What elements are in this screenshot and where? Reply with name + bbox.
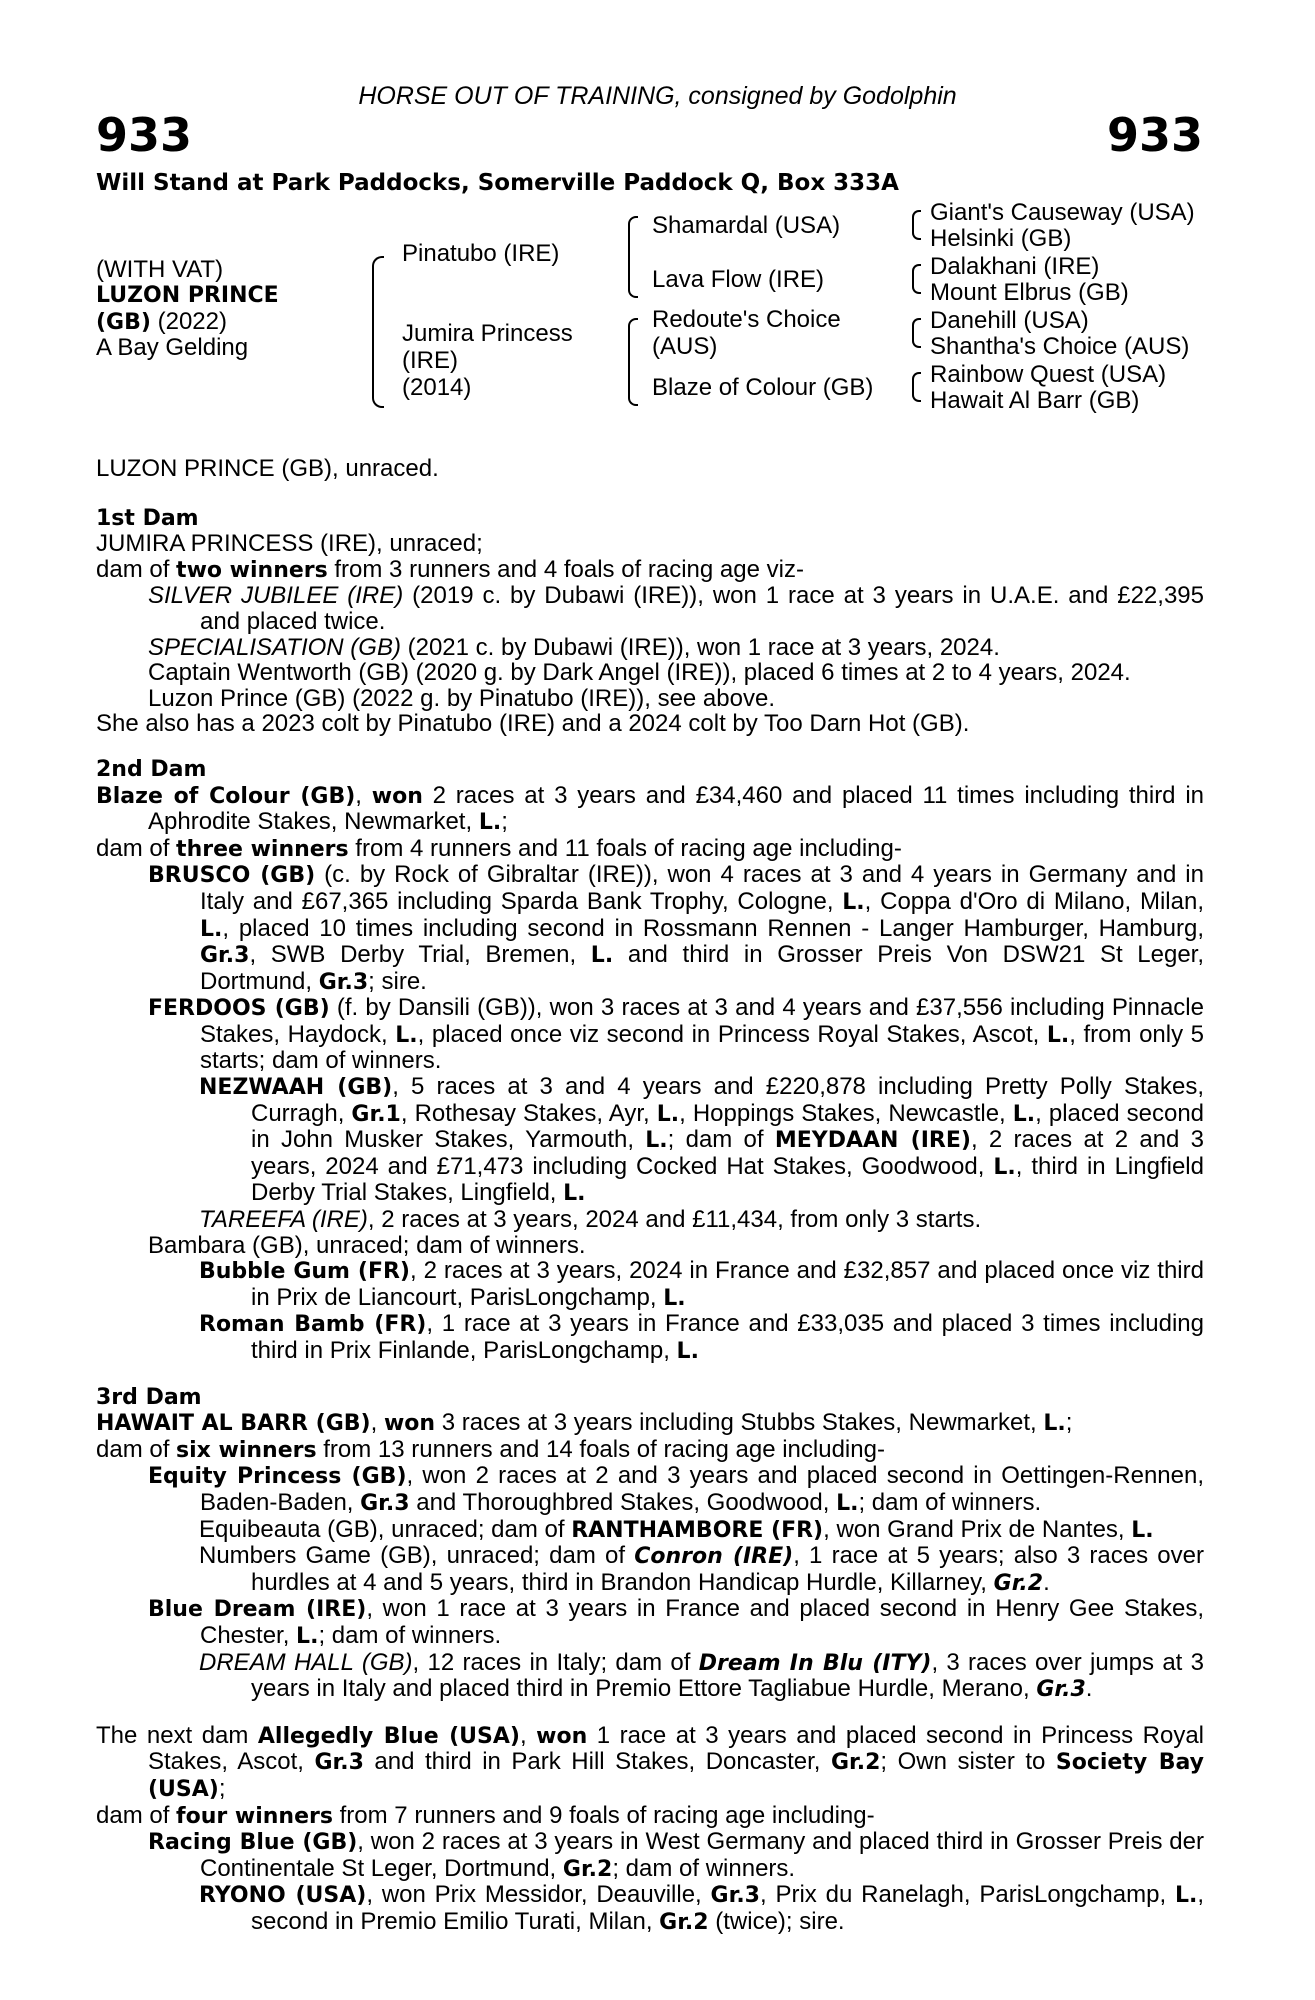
pedigree-brace-g4 [912, 372, 921, 402]
pedigree-brace-g2 [912, 264, 921, 294]
second-dam-produce: dam of three winners from 4 runners and 11 foals of racing age including- [96, 834, 902, 862]
first-dam-note: She also has a 2023 colt by Pinatubo (IRE) and a 2024 colt by Too Darn Hot (GB). [96, 710, 970, 738]
pedigree-sire-dam: Lava Flow (IRE) [652, 266, 825, 293]
lot-number-right: 933 [1106, 108, 1203, 162]
grand-offspring-entry: DREAM HALL (GB), 12 races in Italy; dam of Dream In Blu (ITY), 3 races over jumps at 3 years in Italy and placed third in Premio Ettore Tagliabue Hurdle, Merano, Gr.3. [199, 1648, 1204, 1703]
next-dam-summary: The next dam Allegedly Blue (USA), won 1 race at 3 years and placed second in Princess Royal Stakes, Ascot, Gr.3 and third in Park Hill Stakes, Doncaster, Gr.2; Own sister to Society Bay (USA); [96, 1721, 1205, 1802]
grand-offspring-entry: Roman Bamb (FR), 1 race at 3 years in France and £33,035 and placed 3 times including third in Prix Finlande, ParisLongchamp, L. [199, 1310, 1204, 1364]
first-dam-summary: JUMIRA PRINCESS (IRE), unraced; [96, 530, 483, 558]
pedigree-brace-g3 [912, 318, 921, 348]
horse-country-year [96, 308, 227, 337]
grand-offspring-entry: RYONO (USA), won Prix Messidor, Deauville, Gr.3, Prix du Ranelagh, ParisLongchamp, L., second in Premio Emilio Turati, Milan, Gr.2 (twice); sire. [199, 1881, 1204, 1935]
first-dam-heading: 1st Dam [96, 505, 199, 531]
race-record: LUZON PRINCE (GB), unraced. [96, 455, 439, 482]
pedigree-sire: Pinatubo (IRE) [402, 240, 560, 267]
pedigree-dam-sire-line2: (AUS) [652, 333, 718, 360]
pedigree-brace-g1 [912, 210, 921, 240]
pedigree-g7: Rainbow Quest (USA) [930, 361, 1167, 388]
offspring-entry: Racing Blue (GB), won 2 races at 3 years in West Germany and placed third in Grosser Preis der Continentale St Leger, Dortmund, Gr.2; dam of winners. [148, 1828, 1204, 1882]
first-dam-produce: dam of two winners from 3 runners and 4 foals of racing age viz- [96, 555, 804, 583]
pedigree-brace-sire [628, 216, 638, 298]
offspring-entry: Blue Dream (IRE), won 1 race at 3 years in France and placed second in Henry Gee Stakes, Chester, L.; dam of winners. [148, 1595, 1204, 1649]
catalogue-subtitle: HORSE OUT OF TRAINING, consigned by Godolphin [358, 82, 957, 110]
third-dam-summary: HAWAIT AL BARR (GB), won 3 races at 3 years including Stubbs Stakes, Newmarket, L.; [96, 1409, 1073, 1437]
pedigree-dam-line1: Jumira Princess [402, 320, 573, 347]
lot-number-left: 933 [96, 108, 193, 162]
pedigree-g8: Hawait Al Barr (GB) [930, 387, 1140, 414]
stand-location: Will Stand at Park Paddocks, Somerville Paddock Q, Box 333A [96, 170, 899, 196]
horse-description: A Bay Gelding [96, 334, 249, 361]
grand-offspring-entry: Bubble Gum (FR), 2 races at 3 years, 2024 in France and £32,857 and placed once viz third in Prix de Liancourt, ParisLongchamp, L. [199, 1257, 1204, 1311]
pedigree-g4: Mount Elbrus (GB) [930, 279, 1129, 306]
horse-year: (2022) [150, 308, 227, 335]
offspring-entry: SILVER JUBILEE (IRE) (2019 c. by Dubawi (IRE)), won 1 race at 3 years in U.A.E. and £22,395 and placed twice. [148, 582, 1204, 635]
pedigree-brace-main [372, 256, 384, 408]
grand-offspring-entry: NEZWAAH (GB), 5 races at 3 and 4 years and £220,878 including Pretty Polly Stakes, Curragh, Gr.1, Rothesay Stakes, Ayr, L., Hoppings Stakes, Newcastle, L., placed second in John Musker Stakes, Yarmouth, L.; dam of MEYDAAN (IRE), 2 races at 2 and 3 years, 2024 and £71,473 including Cocked Hat Stakes, Goodwood, L., third in Lingfield Derby Trial Stakes, Lingfield, L. [199, 1073, 1205, 1207]
pedigree-dam-line2: (IRE) [402, 347, 458, 374]
pedigree-brace-dam [628, 318, 638, 406]
horse-name: LUZON PRINCE [96, 283, 279, 308]
catalogue-body [96, 456, 1204, 1935]
horse-country: (GB) [96, 310, 151, 335]
pedigree-sire-sire: Shamardal (USA) [652, 212, 841, 239]
pedigree-g1: Giant's Causeway (USA) [930, 199, 1195, 226]
offspring-entry: Bambara (GB), unraced; dam of winners. [148, 1231, 586, 1259]
third-dam-produce: dam of six winners from 13 runners and 14 foals of racing age including- [96, 1435, 885, 1463]
pedigree-dam-dam: Blaze of Colour (GB) [652, 374, 874, 401]
pedigree-g3: Dalakhani (IRE) [930, 253, 1100, 280]
second-dam-summary: Blaze of Colour (GB), won 2 races at 3 years and £34,460 and placed 11 times including third in Aphrodite Stakes, Newmarket, L.; [96, 781, 1205, 836]
pedigree-dam-sire-line1: Redoute's Choice [652, 306, 841, 333]
offspring-entry: Luzon Prince (GB) (2022 g. by Pinatubo (IRE)), see above. [148, 684, 775, 712]
grand-offspring-entry: Numbers Game (GB), unraced; dam of Conron (IRE), 1 race at 5 years; also 3 races over hurdles at 4 and 5 years, third in Brandon Handicap Hurdle, Killarney, Gr.2. [199, 1542, 1204, 1596]
next-dam-produce: dam of four winners from 7 runners and 9 foals of racing age including- [96, 1801, 875, 1829]
offspring-entry: BRUSCO (GB) (c. by Rock of Gibraltar (IRE)), won 4 races at 3 and 4 years in Germany and in Italy and £67,365 including Sparda Bank Trophy, Cologne, L., Coppa d'Oro di Milano, Milan, L., placed 10 times including second in Rossmann Rennen - Langer Hamburger, Hamburg, Gr.3, SWB Derby Trial, Bremen, L. and third in Grosser Preis Von DSW21 St Leger, Dortmund, Gr.3; sire. [148, 861, 1205, 995]
third-dam-heading: 3rd Dam [96, 1384, 202, 1410]
vat-note: (WITH VAT) [96, 256, 224, 283]
offspring-entry: FERDOOS (GB) (f. by Dansili (GB)), won 3 races at 3 and 4 years and £37,556 including Pinnacle Stakes, Haydock, L., placed once viz second in Princess Royal Stakes, Ascot, L., from only 5 starts; dam of winners. [148, 994, 1205, 1075]
offspring-entry: Captain Wentworth (GB) (2020 g. by Dark Angel (IRE)), placed 6 times at 2 to 4 years, 2024. [148, 659, 1131, 687]
grand-offspring-entry: TAREEFA (IRE), 2 races at 3 years, 2024 and £11,434, from only 3 starts. [199, 1206, 982, 1234]
offspring-entry: SPECIALISATION (GB) (2021 c. by Dubawi (IRE)), won 1 race at 3 years, 2024. [148, 633, 1000, 661]
grand-offspring-entry: Equibeauta (GB), unraced; dam of RANTHAMBORE (FR), won Grand Prix de Nantes, L. [199, 1515, 1154, 1543]
second-dam-heading: 2nd Dam [96, 756, 207, 782]
pedigree-g5: Danehill (USA) [930, 307, 1089, 334]
pedigree-dam-line3: (2014) [402, 374, 472, 401]
offspring-entry: Equity Princess (GB), won 2 races at 2 and 3 years and placed second in Oettingen-Rennen, Baden-Baden, Gr.3 and Thoroughbred Stakes, Goodwood, L.; dam of winners. [148, 1462, 1204, 1516]
pedigree-g6: Shantha's Choice (AUS) [930, 333, 1190, 360]
pedigree-g2: Helsinki (GB) [930, 225, 1072, 252]
